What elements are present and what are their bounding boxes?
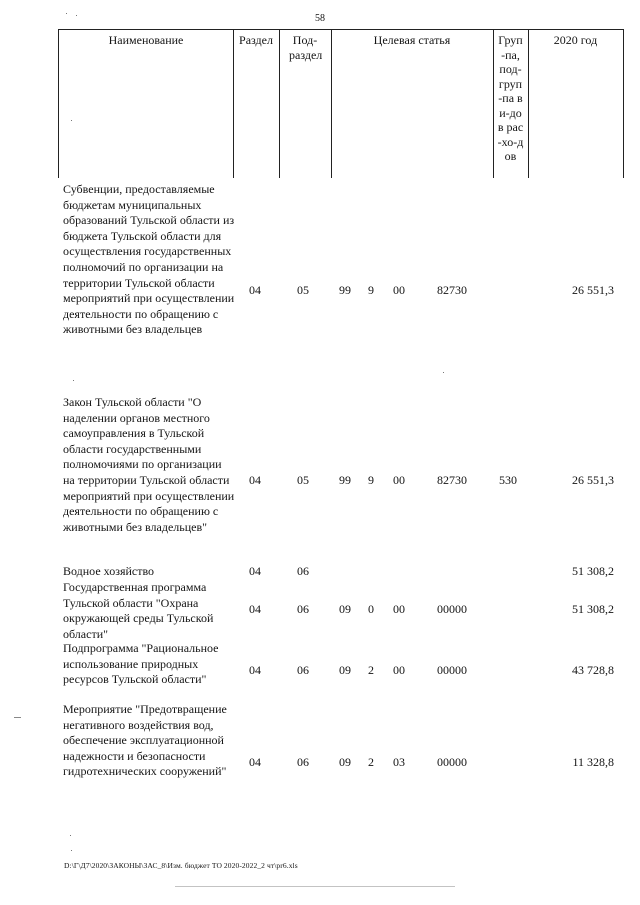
row-amount: 26 551,3 — [572, 473, 614, 487]
row-target-program: 09 — [339, 755, 351, 769]
row-target-subprogram: 2 — [368, 755, 374, 769]
row-target-event: 00 — [393, 473, 405, 487]
scan-speck — [76, 15, 77, 16]
row-amount: 11 328,8 — [572, 755, 614, 769]
row-amount: 26 551,3 — [572, 283, 614, 297]
row-subsection: 06 — [297, 602, 309, 616]
row-target-program: 99 — [339, 283, 351, 297]
row-target-event: 03 — [393, 755, 405, 769]
row-target-direction: 00000 — [437, 663, 467, 677]
row-subsection: 06 — [297, 755, 309, 769]
row-section: 04 — [249, 473, 261, 487]
row-section: 04 — [249, 283, 261, 297]
header-name: Наименование — [108, 33, 184, 47]
row-section: 04 — [249, 663, 261, 677]
row-target-program: 99 — [339, 473, 351, 487]
row-target-direction: 82730 — [437, 283, 467, 297]
row-target-event: 00 — [393, 283, 405, 297]
row-section: 04 — [249, 602, 261, 616]
scan-speck — [71, 120, 72, 121]
row-name: Государственная программа Тульской области "Охрана окружающей среды Тульской области" — [63, 580, 214, 641]
row-target-direction: 82730 — [437, 473, 467, 487]
row-name: Водное хозяйство — [63, 564, 155, 578]
row-name: Закон Тульской области "О наделении органов местного самоуправления в Тульской области государственными полномочиями по организации на территории Тульской области мероприятий при осуществлении деятельности по обращению с животными без владельцев" — [63, 395, 235, 534]
scan-speck — [71, 850, 72, 851]
scan-speck — [70, 835, 71, 836]
row-target-program: 09 — [339, 663, 351, 677]
row-subsection: 06 — [297, 564, 309, 578]
file-path-footer: D:\Г\Д7\2020\ЗАКОНЫ\ЗАС_8\Изм. бюджет ТО 2020-2022_2 чт\pr6.xls — [64, 861, 298, 870]
row-target-direction: 00000 — [437, 755, 467, 769]
row-target-subprogram: 9 — [368, 283, 374, 297]
row-amount: 51 308,2 — [572, 564, 614, 578]
row-name: Субвенции, предоставляемые бюджетам муниципальных образований Тульской области из бюджета Тульской области для осуществления государственных полномочий по организации на территории Тульской области мероприятий при осуществлении деятельности по обращению с животными без владельцев — [63, 182, 235, 337]
row-section: 04 — [249, 755, 261, 769]
scan-speck — [73, 380, 74, 381]
row-subsection: 05 — [297, 283, 309, 297]
header-target-article: Целевая статья — [373, 33, 451, 47]
header-year: 2020 год — [553, 33, 598, 47]
scan-mark — [14, 717, 21, 718]
row-target-event: 00 — [393, 602, 405, 616]
row-name: Подпрограмма "Рациональное использование природных ресурсов Тульской области" — [63, 641, 219, 687]
page-number: 58 — [315, 13, 325, 24]
header-section: Раздел — [239, 33, 273, 47]
row-target-subprogram: 9 — [368, 473, 374, 487]
row-target-subprogram: 2 — [368, 663, 374, 677]
header-subsection: Под-раздел — [289, 33, 323, 62]
scan-mark — [175, 886, 455, 887]
row-target-event: 00 — [393, 663, 405, 677]
row-name: Мероприятие "Предотвращение негативного воздействия вод, обеспечение эксплуатационной надежности и безопасности гидротехнических сооружений" — [63, 702, 227, 779]
row-expense-type: 530 — [499, 473, 517, 487]
row-subsection: 06 — [297, 663, 309, 677]
row-section: 04 — [249, 564, 261, 578]
row-target-direction: 00000 — [437, 602, 467, 616]
scan-speck — [443, 372, 444, 373]
table-header — [58, 29, 624, 178]
row-amount: 43 728,8 — [572, 663, 614, 677]
scan-speck — [66, 13, 67, 14]
row-subsection: 05 — [297, 473, 309, 487]
row-target-program: 09 — [339, 602, 351, 616]
row-amount: 51 308,2 — [572, 602, 614, 616]
header-expense-group: Груп-па, под-груп-па ви-дов рас-хо-дов — [497, 33, 524, 163]
row-target-subprogram: 0 — [368, 602, 374, 616]
